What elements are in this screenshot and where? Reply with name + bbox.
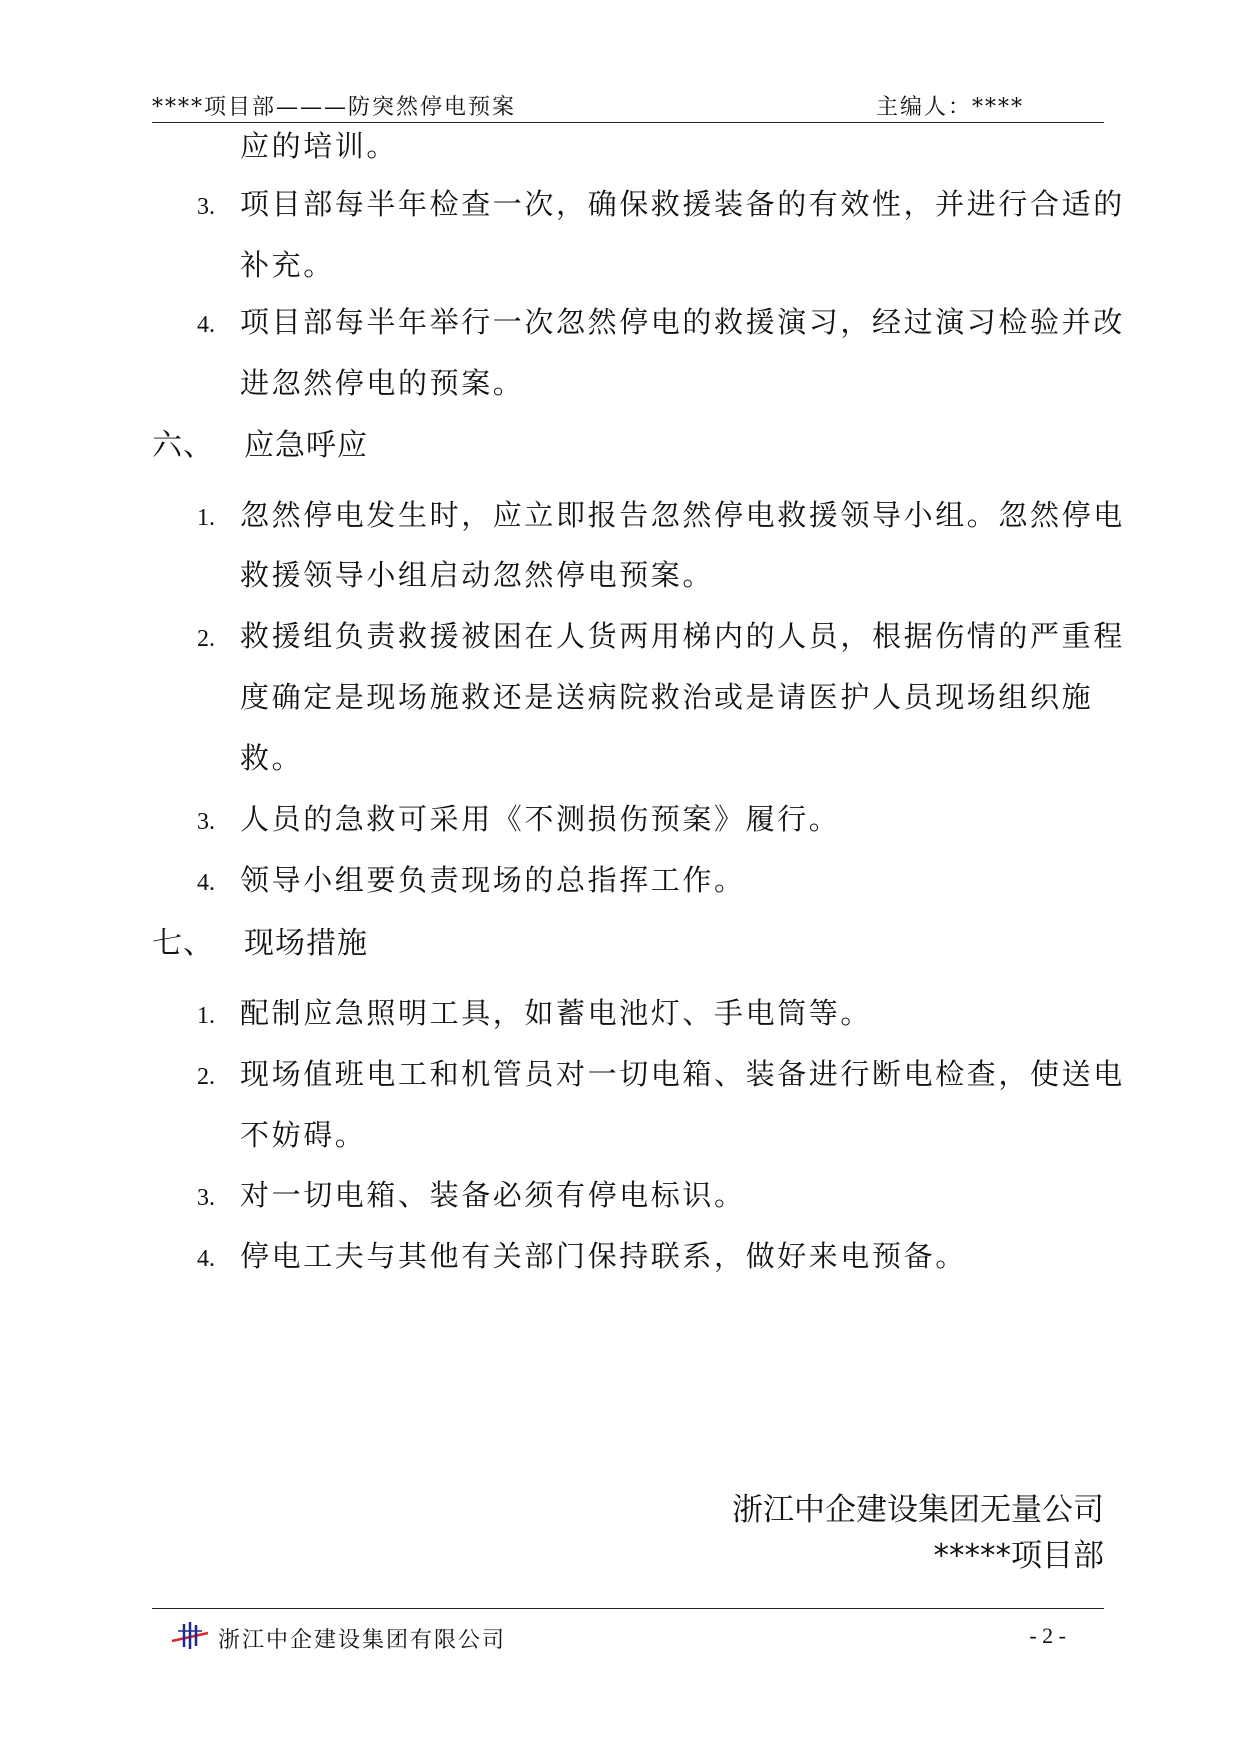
list-item-line: 项目部每半年检查一次，确保救援装备的有效性，并进行合适的 — [240, 187, 1125, 221]
list-number: 2. — [197, 1064, 215, 1090]
section-number: 六、 — [152, 428, 214, 463]
list-item-line: 停电工夫与其他有关部门保持联系，做好来电预备。 — [240, 1239, 967, 1273]
company-logo-icon — [170, 1621, 210, 1653]
list-number: 3. — [197, 194, 215, 220]
list-item-line: 进忽然停电的预案。 — [240, 366, 525, 400]
page-footer — [152, 1608, 1104, 1659]
footer-company: 浙江中企建设集团有限公司 — [218, 1628, 507, 1653]
list-number: 3. — [197, 1185, 215, 1211]
section-heading — [152, 413, 368, 478]
list-number: 4. — [197, 312, 215, 338]
signature-dept: *****项目部 — [933, 1538, 1104, 1574]
list-item-line: 领导小组要负责现场的总指挥工作。 — [240, 863, 746, 897]
list-number: 2. — [197, 626, 215, 652]
section-title: 现场措施 — [244, 926, 368, 961]
list-item-line: 配制应急照明工具，如蓄电池灯、手电筒等。 — [240, 996, 873, 1030]
list-item-line: 救援组负责救援被困在人货两用梯内的人员，根据伤情的严重程 — [240, 619, 1125, 653]
list-number: 4. — [197, 1246, 215, 1272]
header-title: ****项目部———防突然停电预案 — [152, 95, 517, 120]
list-item-line: 度确定是现场施救还是送病院救治或是请医护人员现场组织施 — [240, 680, 1094, 714]
list-item-line: 项目部每半年举行一次忽然停电的救援演习，经过演习检验并改 — [240, 305, 1125, 339]
list-number: 3. — [197, 809, 215, 835]
section-number: 七、 — [152, 926, 214, 961]
list-item-line: 救。 — [240, 741, 304, 775]
list-number: 1. — [197, 505, 215, 531]
list-item-line: 对一切电箱、装备必须有停电标识。 — [240, 1178, 746, 1212]
list-item-line: 现场值班电工和机管员对一切电箱、装备进行断电检查，使送电 — [240, 1057, 1125, 1091]
list-number: 4. — [197, 870, 215, 896]
section-heading — [152, 911, 368, 976]
list-item-line: 不妨碍。 — [240, 1118, 367, 1152]
page-number: - 2 - — [1029, 1623, 1066, 1648]
signature-company: 浙江中企建设集团无量公司 — [732, 1492, 1104, 1528]
header-editor: 主编人：**** — [875, 95, 1024, 120]
section-title: 应急呼应 — [244, 428, 368, 463]
list-item-line: 人员的急救可采用《不测损伤预案》履行。 — [240, 802, 841, 836]
list-item-line: 忽然停电发生时，应立即报告忽然停电救援领导小组。忽然停电 — [240, 498, 1125, 532]
list-item-line: 救援领导小组启动忽然停电预案。 — [240, 558, 715, 592]
continuation-line: 应的培训。 — [240, 129, 399, 163]
list-number: 1. — [197, 1003, 215, 1029]
list-item-line: 补充。 — [240, 248, 335, 282]
